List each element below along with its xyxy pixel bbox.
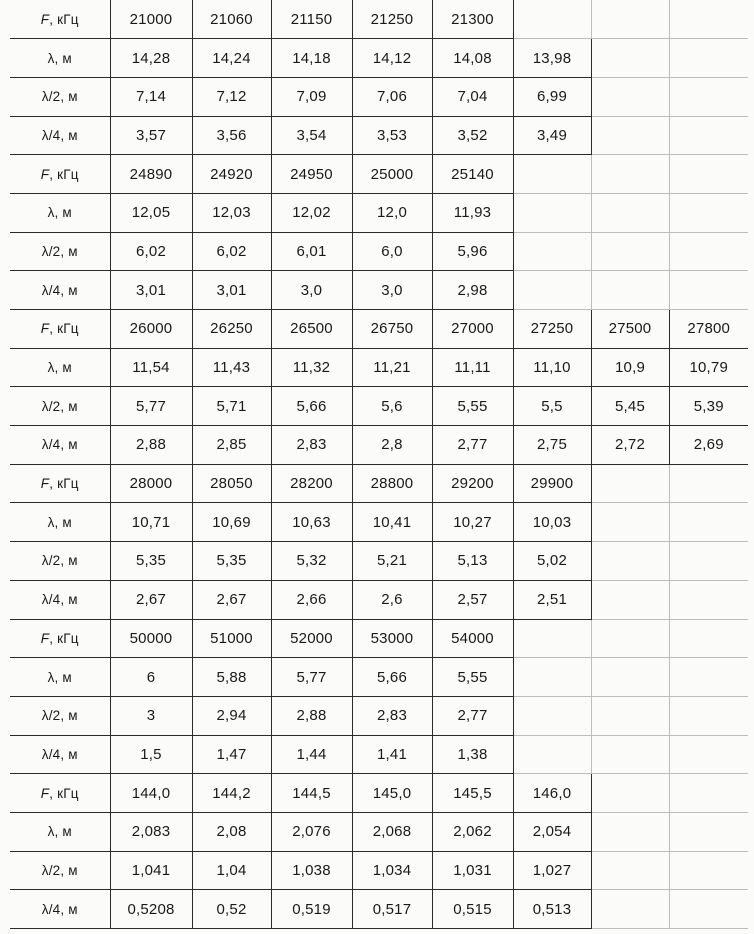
table-cell: 2,88 [271,696,352,735]
table-cell: 29200 [432,464,513,503]
empty-cell [669,155,748,194]
table-cell: 25140 [432,155,513,194]
empty-cell [591,503,669,542]
row-label-wl2 [10,542,110,581]
table-cell: 2,77 [432,426,513,465]
table-cell: 0,5208 [110,890,192,929]
table-cell: 3,0 [352,271,432,310]
table-cell: 5,96 [432,232,513,271]
table-row [10,464,748,503]
table-cell: 5,77 [271,658,352,697]
row-label-text: λ/2, м [41,553,78,569]
table-cell: 10,69 [192,503,271,542]
table-cell: 5,13 [432,542,513,581]
table-row [10,310,748,349]
table-cell: 144,5 [271,774,352,813]
empty-cell [513,155,591,194]
empty-cell [513,271,591,310]
table-row [10,580,748,619]
table-cell: 10,79 [669,348,748,387]
table-cell: 5,45 [591,387,669,426]
table-cell: 2,98 [432,271,513,310]
row-label-wl [10,39,110,78]
table-row [10,503,748,542]
table-cell: 52000 [271,619,352,658]
table-cell: 5,21 [352,542,432,581]
table-cell: 27250 [513,310,591,349]
table-cell: 28000 [110,464,192,503]
table-cell: 2,83 [352,696,432,735]
frequency-wavelength-table [10,0,748,929]
empty-cell [669,774,748,813]
row-label-text: λ/4, м [41,127,78,143]
empty-cell [669,39,748,78]
table-cell: 6,99 [513,77,591,116]
table-cell: 6,02 [110,232,192,271]
table-row [10,619,748,658]
table-cell: 2,83 [271,426,352,465]
empty-cell [513,696,591,735]
table-cell: 144,0 [110,774,192,813]
row-label-text: F, кГц [40,476,79,492]
table-cell: 28200 [271,464,352,503]
table-row [10,851,748,890]
table-cell: 5,32 [271,542,352,581]
row-label-wl2 [10,387,110,426]
table-cell: 2,57 [432,580,513,619]
table-cell: 5,71 [192,387,271,426]
table-row [10,232,748,271]
empty-cell [591,271,669,310]
table-row [10,0,748,39]
table-row [10,116,748,155]
row-label-text: λ/4, м [41,901,78,917]
empty-cell [513,735,591,774]
table-cell: 14,08 [432,39,513,78]
empty-cell [669,193,748,232]
table-cell: 29900 [513,464,591,503]
empty-cell [591,155,669,194]
table-cell: 5,77 [110,387,192,426]
table-cell: 5,66 [352,658,432,697]
row-label-text: λ, м [47,50,72,66]
table-cell: 2,076 [271,812,352,851]
table-row [10,193,748,232]
empty-cell [591,77,669,116]
table-cell: 2,67 [110,580,192,619]
table-cell: 10,41 [352,503,432,542]
empty-cell [591,580,669,619]
row-label-wl [10,348,110,387]
row-label-text: λ/4, м [41,282,78,298]
table-cell: 1,038 [271,851,352,890]
table-cell: 2,69 [669,426,748,465]
row-label-text: λ, м [47,205,72,221]
table-cell: 13,98 [513,39,591,78]
table-cell: 7,04 [432,77,513,116]
table-cell: 11,32 [271,348,352,387]
empty-cell [669,503,748,542]
table-row [10,696,748,735]
table-cell: 11,43 [192,348,271,387]
table-cell: 3,54 [271,116,352,155]
row-label-wl [10,503,110,542]
table-cell: 51000 [192,619,271,658]
table-cell: 2,85 [192,426,271,465]
row-label-wl [10,193,110,232]
empty-cell [669,232,748,271]
row-label-text: λ/4, м [41,746,78,762]
row-label-text: λ/2, м [41,89,78,105]
table-cell: 10,63 [271,503,352,542]
table-cell: 1,04 [192,851,271,890]
table-cell: 2,054 [513,812,591,851]
row-label-f [10,464,110,503]
table-cell: 1,5 [110,735,192,774]
row-label-wl4 [10,116,110,155]
empty-cell [513,0,591,39]
table-cell: 146,0 [513,774,591,813]
row-label-wl4 [10,890,110,929]
table-cell: 3,56 [192,116,271,155]
row-label-wl [10,658,110,697]
empty-cell [591,464,669,503]
row-label-text: F, кГц [40,630,79,646]
table-cell: 12,03 [192,193,271,232]
table-cell: 11,10 [513,348,591,387]
row-label-text: F, кГц [40,785,79,801]
empty-cell [591,851,669,890]
row-label-wl2 [10,696,110,735]
table-cell: 5,55 [432,658,513,697]
table-cell: 3,01 [192,271,271,310]
table-cell: 7,12 [192,77,271,116]
table-cell: 2,88 [110,426,192,465]
table-cell: 10,9 [591,348,669,387]
row-label-wl4 [10,271,110,310]
row-label-text: λ/2, м [41,708,78,724]
table-cell: 2,083 [110,812,192,851]
table-cell: 2,068 [352,812,432,851]
table-cell: 2,51 [513,580,591,619]
table-cell: 1,027 [513,851,591,890]
empty-cell [669,116,748,155]
row-label-wl4 [10,735,110,774]
table-cell: 0,519 [271,890,352,929]
table-cell: 2,08 [192,812,271,851]
table-cell: 145,5 [432,774,513,813]
table-row [10,735,748,774]
table-cell: 10,71 [110,503,192,542]
table-cell: 27500 [591,310,669,349]
table-cell: 5,5 [513,387,591,426]
empty-cell [669,851,748,890]
table-row [10,271,748,310]
row-label-f [10,619,110,658]
table-cell: 6,01 [271,232,352,271]
empty-cell [669,735,748,774]
empty-cell [591,619,669,658]
table-cell: 3 [110,696,192,735]
row-label-text: λ/4, м [41,437,78,453]
empty-cell [591,890,669,929]
table-row [10,542,748,581]
empty-cell [591,0,669,39]
table-row [10,387,748,426]
row-label-text: λ/2, м [41,862,78,878]
table-cell: 26750 [352,310,432,349]
table-cell: 28800 [352,464,432,503]
table-cell: 26500 [271,310,352,349]
table-cell: 11,11 [432,348,513,387]
table-cell: 0,52 [192,890,271,929]
table-cell: 1,031 [432,851,513,890]
row-label-f [10,0,110,39]
table-row [10,426,748,465]
empty-cell [669,464,748,503]
table-cell: 2,67 [192,580,271,619]
row-label-wl [10,812,110,851]
empty-cell [669,696,748,735]
table-cell: 14,12 [352,39,432,78]
table-cell: 53000 [352,619,432,658]
table-cell: 0,513 [513,890,591,929]
row-label-text: λ/4, м [41,592,78,608]
table-cell: 0,515 [432,890,513,929]
table-cell: 2,94 [192,696,271,735]
table-cell: 14,18 [271,39,352,78]
table-cell: 50000 [110,619,192,658]
empty-cell [591,39,669,78]
table-cell: 11,21 [352,348,432,387]
table-cell: 1,041 [110,851,192,890]
table-row [10,812,748,851]
table-cell: 24950 [271,155,352,194]
table-cell: 0,517 [352,890,432,929]
table-cell: 2,6 [352,580,432,619]
table-row [10,890,748,929]
table-cell: 10,27 [432,503,513,542]
empty-cell [669,0,748,39]
row-label-text: λ, м [47,824,72,840]
table-cell: 26250 [192,310,271,349]
empty-cell [591,696,669,735]
table-cell: 5,02 [513,542,591,581]
empty-cell [513,658,591,697]
table-cell: 6 [110,658,192,697]
row-label-text: λ, м [47,669,72,685]
table-cell: 5,6 [352,387,432,426]
table-cell: 27000 [432,310,513,349]
empty-cell [513,619,591,658]
table-cell: 1,47 [192,735,271,774]
empty-cell [669,890,748,929]
table-row [10,348,748,387]
row-label-text: λ, м [47,514,72,530]
table-cell: 27800 [669,310,748,349]
empty-cell [669,619,748,658]
empty-cell [591,116,669,155]
table-cell: 145,0 [352,774,432,813]
table-cell: 3,52 [432,116,513,155]
empty-cell [513,232,591,271]
table-cell: 21000 [110,0,192,39]
row-label-text: λ, м [47,360,72,376]
empty-cell [669,271,748,310]
table-cell: 54000 [432,619,513,658]
table-cell: 5,66 [271,387,352,426]
table-cell: 24920 [192,155,271,194]
table-cell: 7,14 [110,77,192,116]
table-cell: 11,54 [110,348,192,387]
table-cell: 7,09 [271,77,352,116]
table-row [10,39,748,78]
table-cell: 1,034 [352,851,432,890]
table-cell: 21150 [271,0,352,39]
table-cell: 1,44 [271,735,352,774]
row-label-wl2 [10,77,110,116]
table-cell: 6,0 [352,232,432,271]
table-cell: 21300 [432,0,513,39]
row-label-wl2 [10,851,110,890]
table-cell: 2,062 [432,812,513,851]
table-cell: 5,55 [432,387,513,426]
table-cell: 14,28 [110,39,192,78]
empty-cell [591,774,669,813]
table-cell: 144,2 [192,774,271,813]
table-cell: 12,05 [110,193,192,232]
table-cell: 3,53 [352,116,432,155]
row-label-text: λ/2, м [41,243,78,259]
empty-cell [591,658,669,697]
table-cell: 7,06 [352,77,432,116]
empty-cell [591,232,669,271]
table-cell: 2,66 [271,580,352,619]
empty-cell [513,193,591,232]
row-label-f [10,310,110,349]
table-cell: 3,01 [110,271,192,310]
row-label-text: F, кГц [40,166,79,182]
table-cell: 2,75 [513,426,591,465]
empty-cell [591,542,669,581]
table-cell: 21250 [352,0,432,39]
table-cell: 5,39 [669,387,748,426]
row-label-wl2 [10,232,110,271]
table-cell: 14,24 [192,39,271,78]
empty-cell [669,658,748,697]
row-label-f [10,155,110,194]
empty-cell [669,542,748,581]
table-cell: 6,02 [192,232,271,271]
table-cell: 2,72 [591,426,669,465]
table-cell: 2,77 [432,696,513,735]
table-row [10,658,748,697]
table-cell: 25000 [352,155,432,194]
table-cell: 24890 [110,155,192,194]
table-cell: 26000 [110,310,192,349]
row-label-text: λ/2, м [41,398,78,414]
table-cell: 5,88 [192,658,271,697]
empty-cell [669,580,748,619]
table-cell: 21060 [192,0,271,39]
row-label-text: F, кГц [40,11,79,27]
row-label-f [10,774,110,813]
table-cell: 3,0 [271,271,352,310]
table-cell: 10,03 [513,503,591,542]
empty-cell [591,193,669,232]
empty-cell [591,735,669,774]
table-cell: 11,93 [432,193,513,232]
table-cell: 1,38 [432,735,513,774]
table-cell: 3,49 [513,116,591,155]
empty-cell [591,812,669,851]
table-cell: 1,41 [352,735,432,774]
row-label-wl4 [10,426,110,465]
table-row [10,774,748,813]
row-label-wl4 [10,580,110,619]
table-row [10,155,748,194]
table-cell: 5,35 [192,542,271,581]
table-cell: 12,02 [271,193,352,232]
row-label-text: F, кГц [40,321,79,337]
empty-cell [669,812,748,851]
table-row [10,77,748,116]
table-cell: 12,0 [352,193,432,232]
table-cell: 3,57 [110,116,192,155]
table-body [10,0,748,929]
empty-cell [669,77,748,116]
table-cell: 28050 [192,464,271,503]
table-cell: 2,8 [352,426,432,465]
table-cell: 5,35 [110,542,192,581]
